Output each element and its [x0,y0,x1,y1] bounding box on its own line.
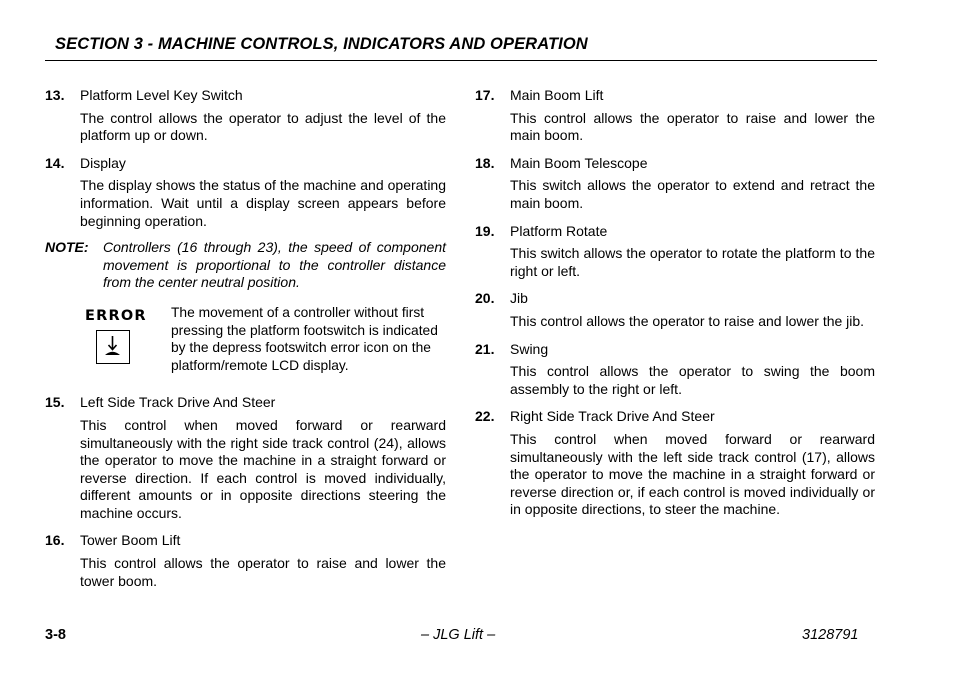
item-description: This control allows the operator to raise and lower the main boom. [510,109,875,144]
item-description: This control when moved forward or rearward simultaneously with the left side track control (17), allows the operator to move the machine in a straight forward or reverse direction or, if each control is moved individually or in opposite directions, to steer the machine. [510,430,875,518]
item-number: 14. [45,154,65,171]
right-column [475,87,875,529]
item-description: The control allows the operator to adjust the level of the platform up or down. [80,109,446,144]
item-description: This control allows the operator to swing the boom assembly to the right or left. [510,363,875,397]
item-number: 20. [475,290,495,307]
item-title: Jib [510,290,528,307]
item-title: Platform Level Key Switch [80,87,243,103]
item-number: 21. [475,340,495,357]
list-item [45,394,446,522]
item-title: Right Side Track Drive And Steer [510,408,715,425]
item-number: 13. [45,87,65,103]
list-item [475,341,875,399]
item-title: Main Boom Lift [510,87,604,103]
footer-brand: – JLG Lift – [421,627,496,643]
item-title: Platform Rotate [510,222,608,239]
item-number: 19. [475,222,495,239]
note-block [45,239,446,292]
document-number: 3128791 [802,627,859,643]
error-description: The movement of a controller without first pressing the platform footswitch is indicated by the depress footswitch error icon on the platform/remote LCD display. [171,304,438,373]
footswitch-error-icon [96,330,130,364]
item-description: This switch allows the operator to rotate the platform to the right or left. [510,245,875,279]
list-item [475,290,875,330]
error-callout [85,304,446,374]
item-number: 18. [475,154,495,171]
item-number: 22. [475,408,495,425]
item-description: This switch allows the operator to extend and retract the main boom. [510,177,875,211]
list-item [45,155,446,230]
item-number: 17. [475,87,495,103]
item-description: The display shows the status of the machine and operating information. Wait until a display screen appears before beginning operation. [80,177,446,229]
list-item [45,532,446,590]
item-number: 16. [45,532,65,549]
item-title: Main Boom Telescope [510,154,648,171]
list-item [45,87,446,145]
item-title: Tower Boom Lift [80,532,181,549]
item-description: This control when moved forward or rearward simultaneously with the right side track control (24), allows the operator to move the machine in a straight forward or reverse direction. If each control is moved individually, different amounts or in opposite directions steering the machine occurs. [80,416,446,521]
header-divider [45,60,877,61]
error-graphic [85,304,171,374]
list-item [475,408,875,519]
item-number: 15. [45,394,65,411]
item-title: Swing [510,340,549,357]
section-title: SECTION 3 - MACHINE CONTROLS, INDICATORS AND OPERATION [55,35,588,53]
note-text: Controllers (16 through 23), the speed of component movement is proportional to the controller distance from the center neutral position. [103,239,446,291]
note-label: NOTE: [45,239,89,256]
list-item [475,155,875,213]
item-description: This control allows the operator to raise and lower the jib. [510,312,865,329]
left-column [45,87,446,600]
page-number: 3-8 [45,627,66,643]
error-label: ERROR [85,307,147,324]
item-title: Left Side Track Drive And Steer [80,394,276,411]
item-description: This control allows the operator to raise and lower the tower boom. [80,555,446,589]
list-item [475,87,875,145]
list-item [475,223,875,281]
item-title: Display [80,154,126,171]
